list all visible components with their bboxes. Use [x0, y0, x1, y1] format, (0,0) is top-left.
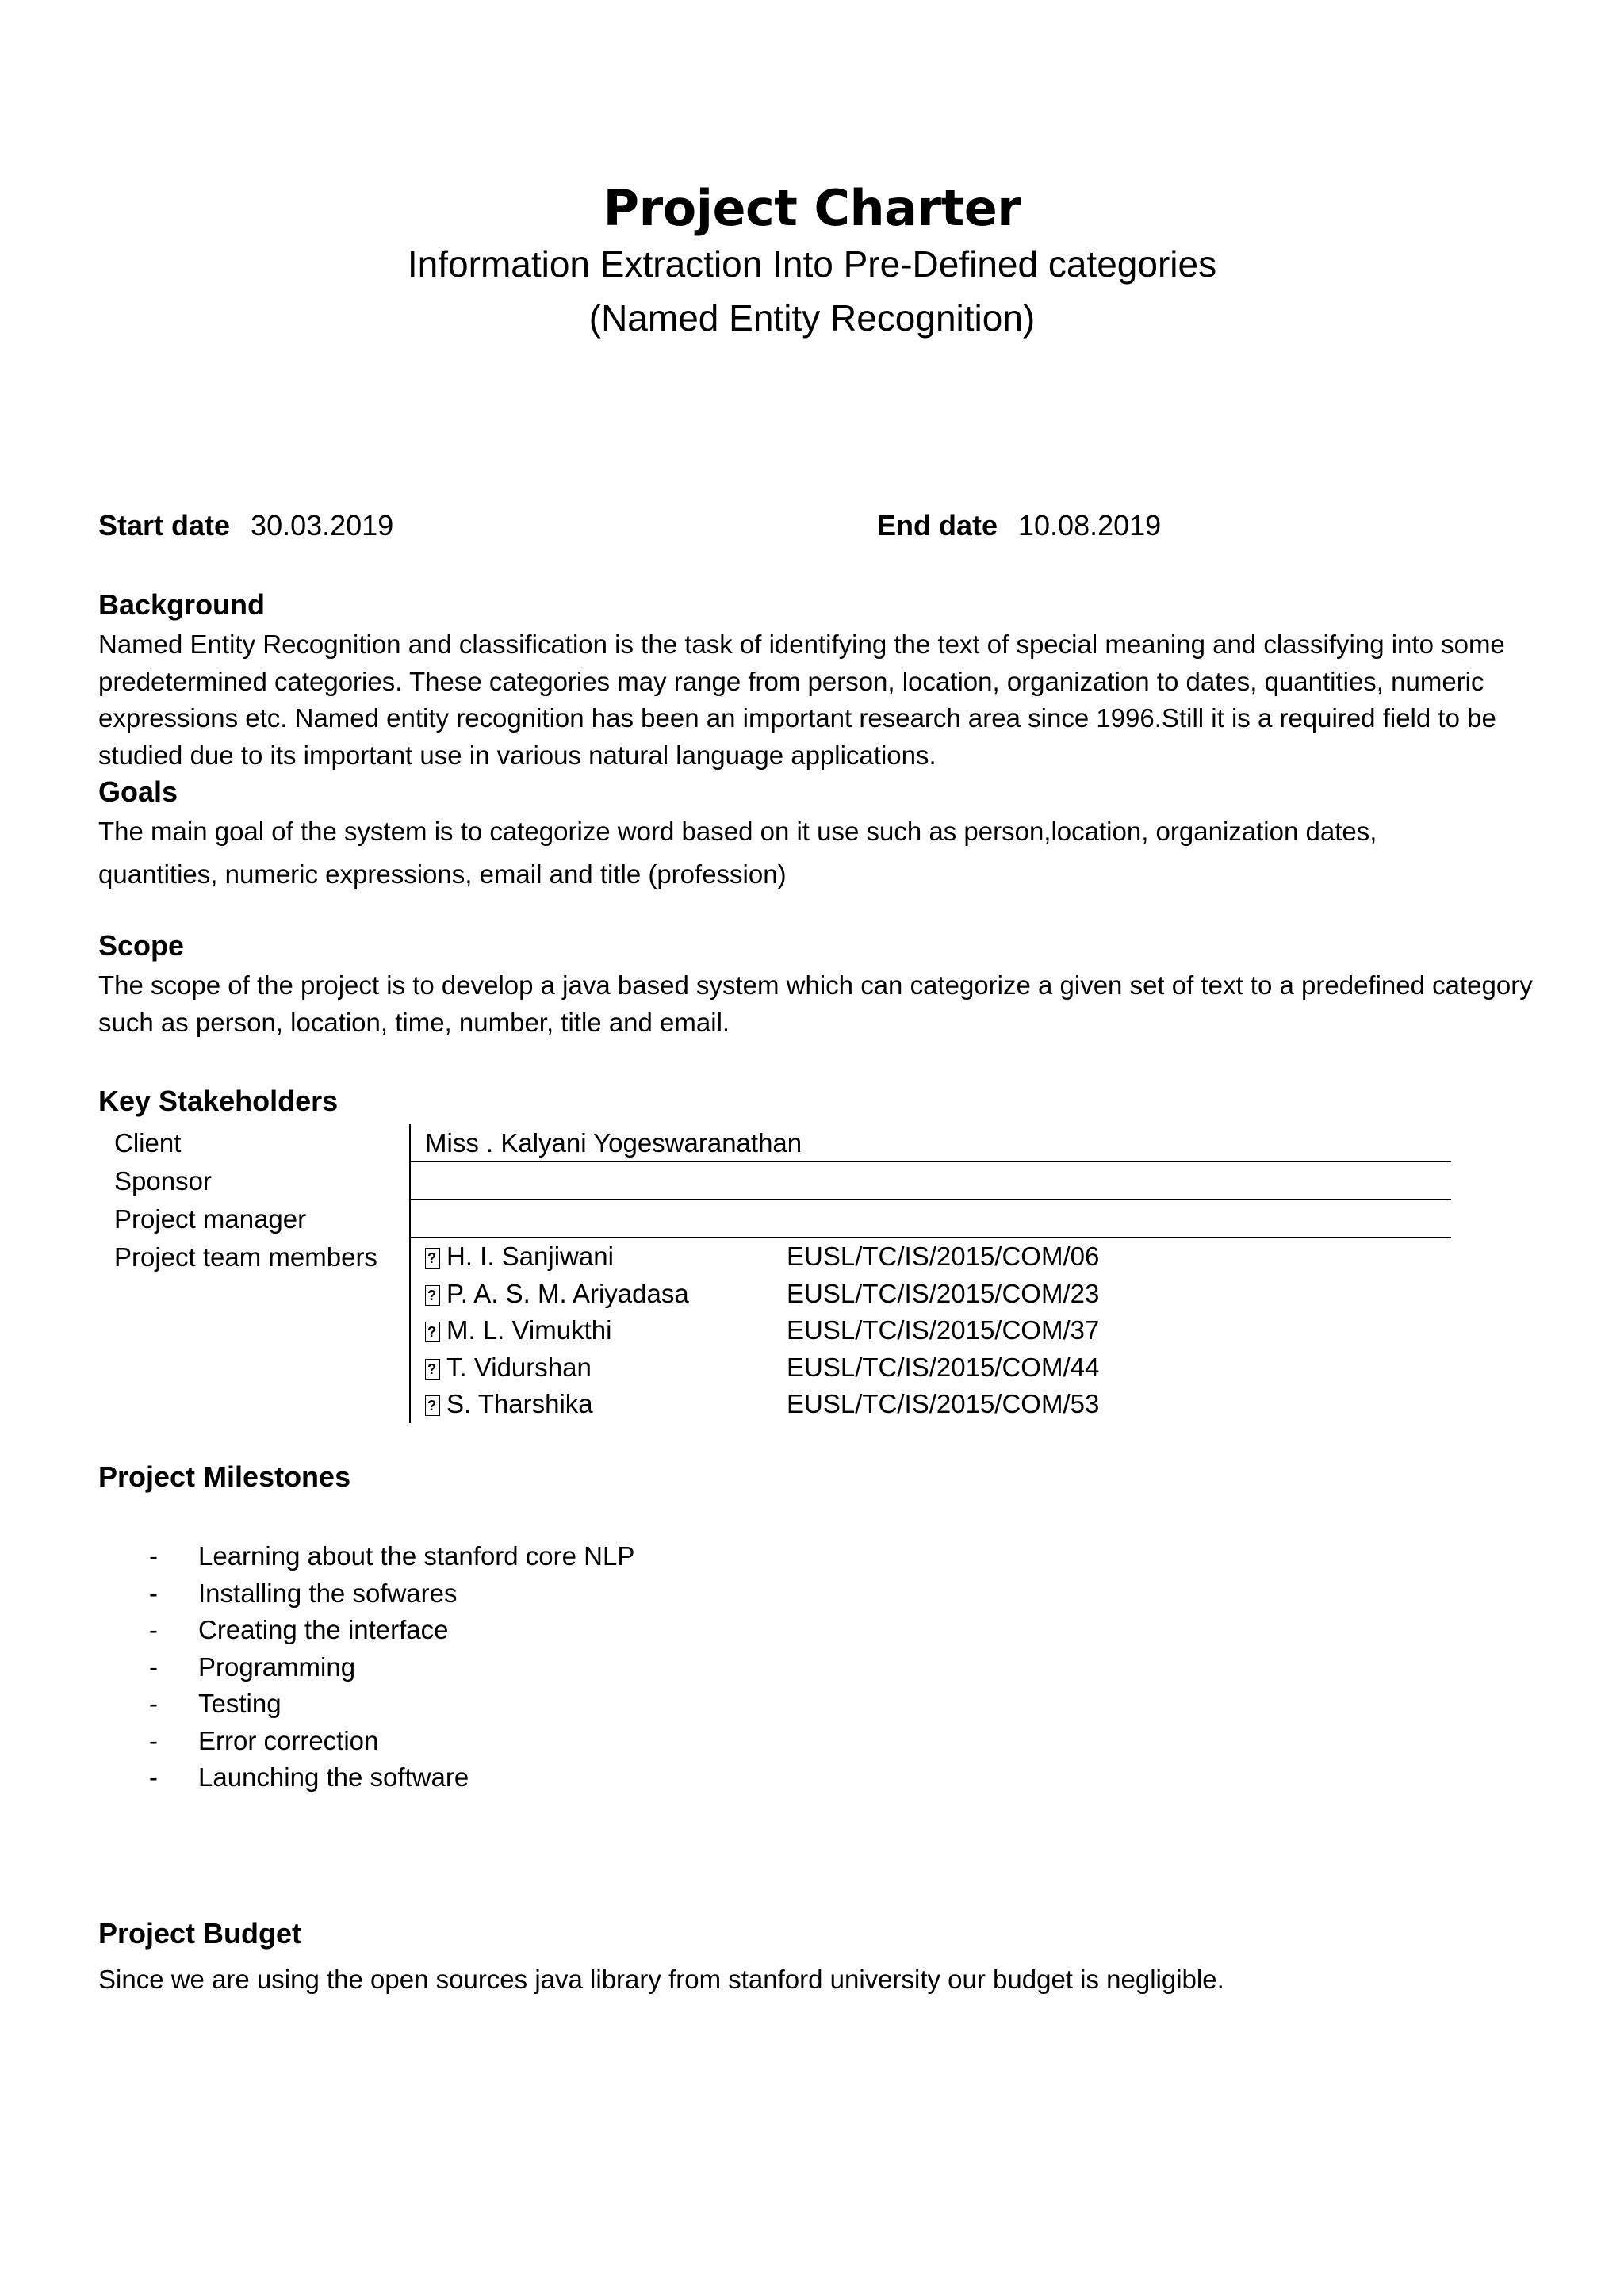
stakeholders-heading: Key Stakeholders [98, 1085, 339, 1117]
team-member-id: EUSL/TC/IS/2015/COM/53 [787, 1389, 1100, 1418]
team-member-id: EUSL/TC/IS/2015/COM/23 [787, 1278, 1100, 1308]
stakeholder-row-manager [98, 1200, 1451, 1238]
end-date-label: End date [877, 509, 998, 541]
stakeholder-row-team [98, 1238, 1451, 1423]
page-subtitle-line2: (Named Entity Recognition) [588, 297, 1036, 339]
milestones-heading: Project Milestones [98, 1460, 351, 1493]
stakeholders-table [98, 1124, 1451, 1423]
page-title: Project Charter [603, 179, 1021, 237]
list-item: - Error correction [149, 1725, 379, 1755]
bullet-icon [425, 1322, 440, 1342]
scope-text: The scope of the project is to develop a java based system which can categorize a given set of text to a predefined category such as person, location, time, number, title and email. [98, 970, 1533, 1037]
scope-heading: Scope [98, 929, 185, 962]
budget-heading: Project Budget [98, 1917, 302, 1950]
team-member-id: EUSL/TC/IS/2015/COM/44 [787, 1352, 1100, 1382]
team-member-id: EUSL/TC/IS/2015/COM/06 [787, 1242, 1100, 1271]
start-date-label: Start date [98, 509, 231, 541]
goals-text-line2: quantities, numeric expressions, email and title (profession) [98, 859, 787, 889]
list-item: - Installing the sofwares [149, 1578, 458, 1608]
background-text: Named Entity Recognition and classification is the task of identifying the text of special meaning and classifying into some predetermined categories. These categories may range from person, location, organization to dates, quantities, numeric expressions etc. Named entity recognition has been an important research area since 1996.Still it is a required field to be studied due to its important use in various natural language applications. [98, 629, 1505, 770]
team-member-name: T. Vidurshan [446, 1352, 592, 1382]
list-item: - Programming [149, 1651, 356, 1682]
team-member-name: M. L. Vimukthi [446, 1315, 612, 1345]
client-value: Miss . Kalyani Yogeswaranathan [409, 1124, 1451, 1162]
background-heading: Background [98, 588, 266, 621]
start-date [98, 509, 393, 542]
client-label: Client [114, 1128, 182, 1158]
manager-value [409, 1200, 1451, 1238]
team-member [425, 1349, 1451, 1387]
stakeholder-row-sponsor [98, 1162, 1451, 1200]
team-member [425, 1276, 1451, 1313]
list-item: - Learning about the stanford core NLP [149, 1541, 635, 1571]
manager-label: Project manager [114, 1204, 307, 1234]
bullet-icon [425, 1248, 440, 1269]
budget-text: Since we are using the open sources java library from stanford university our budget is negligible. [98, 1965, 1224, 1994]
team-member-name: P. A. S. M. Ariyadasa [446, 1278, 689, 1308]
goals-heading: Goals [98, 775, 178, 808]
bullet-icon [425, 1285, 440, 1306]
team-member [425, 1312, 1451, 1349]
list-item: - Testing [149, 1689, 282, 1718]
page-subtitle-line1: Information Extraction Into Pre-Defined categories [407, 243, 1217, 285]
team-members-list [409, 1238, 1451, 1423]
end-date-value: 10.08.2019 [1018, 509, 1162, 541]
start-date-value: 30.03.2019 [251, 509, 394, 541]
team-member [425, 1386, 1451, 1423]
end-date [877, 509, 1161, 542]
sponsor-value [409, 1162, 1451, 1200]
bullet-icon [425, 1359, 440, 1380]
team-label: Project team members [114, 1242, 377, 1272]
bullet-icon [425, 1395, 440, 1416]
goals-text-line1: The main goal of the system is to categorize word based on it use such as person,location, organization dates, [98, 817, 1377, 846]
team-member-name: H. I. Sanjiwani [446, 1242, 614, 1271]
sponsor-label: Sponsor [114, 1166, 212, 1196]
list-item: - Creating the interface [149, 1615, 449, 1644]
team-member [425, 1238, 1451, 1276]
team-member-id: EUSL/TC/IS/2015/COM/37 [787, 1315, 1100, 1345]
stakeholder-row-client [98, 1124, 1451, 1162]
list-item: - Launching the software [149, 1762, 469, 1792]
milestones-list [98, 1538, 634, 1797]
team-member-name: S. Tharshika [446, 1389, 593, 1418]
